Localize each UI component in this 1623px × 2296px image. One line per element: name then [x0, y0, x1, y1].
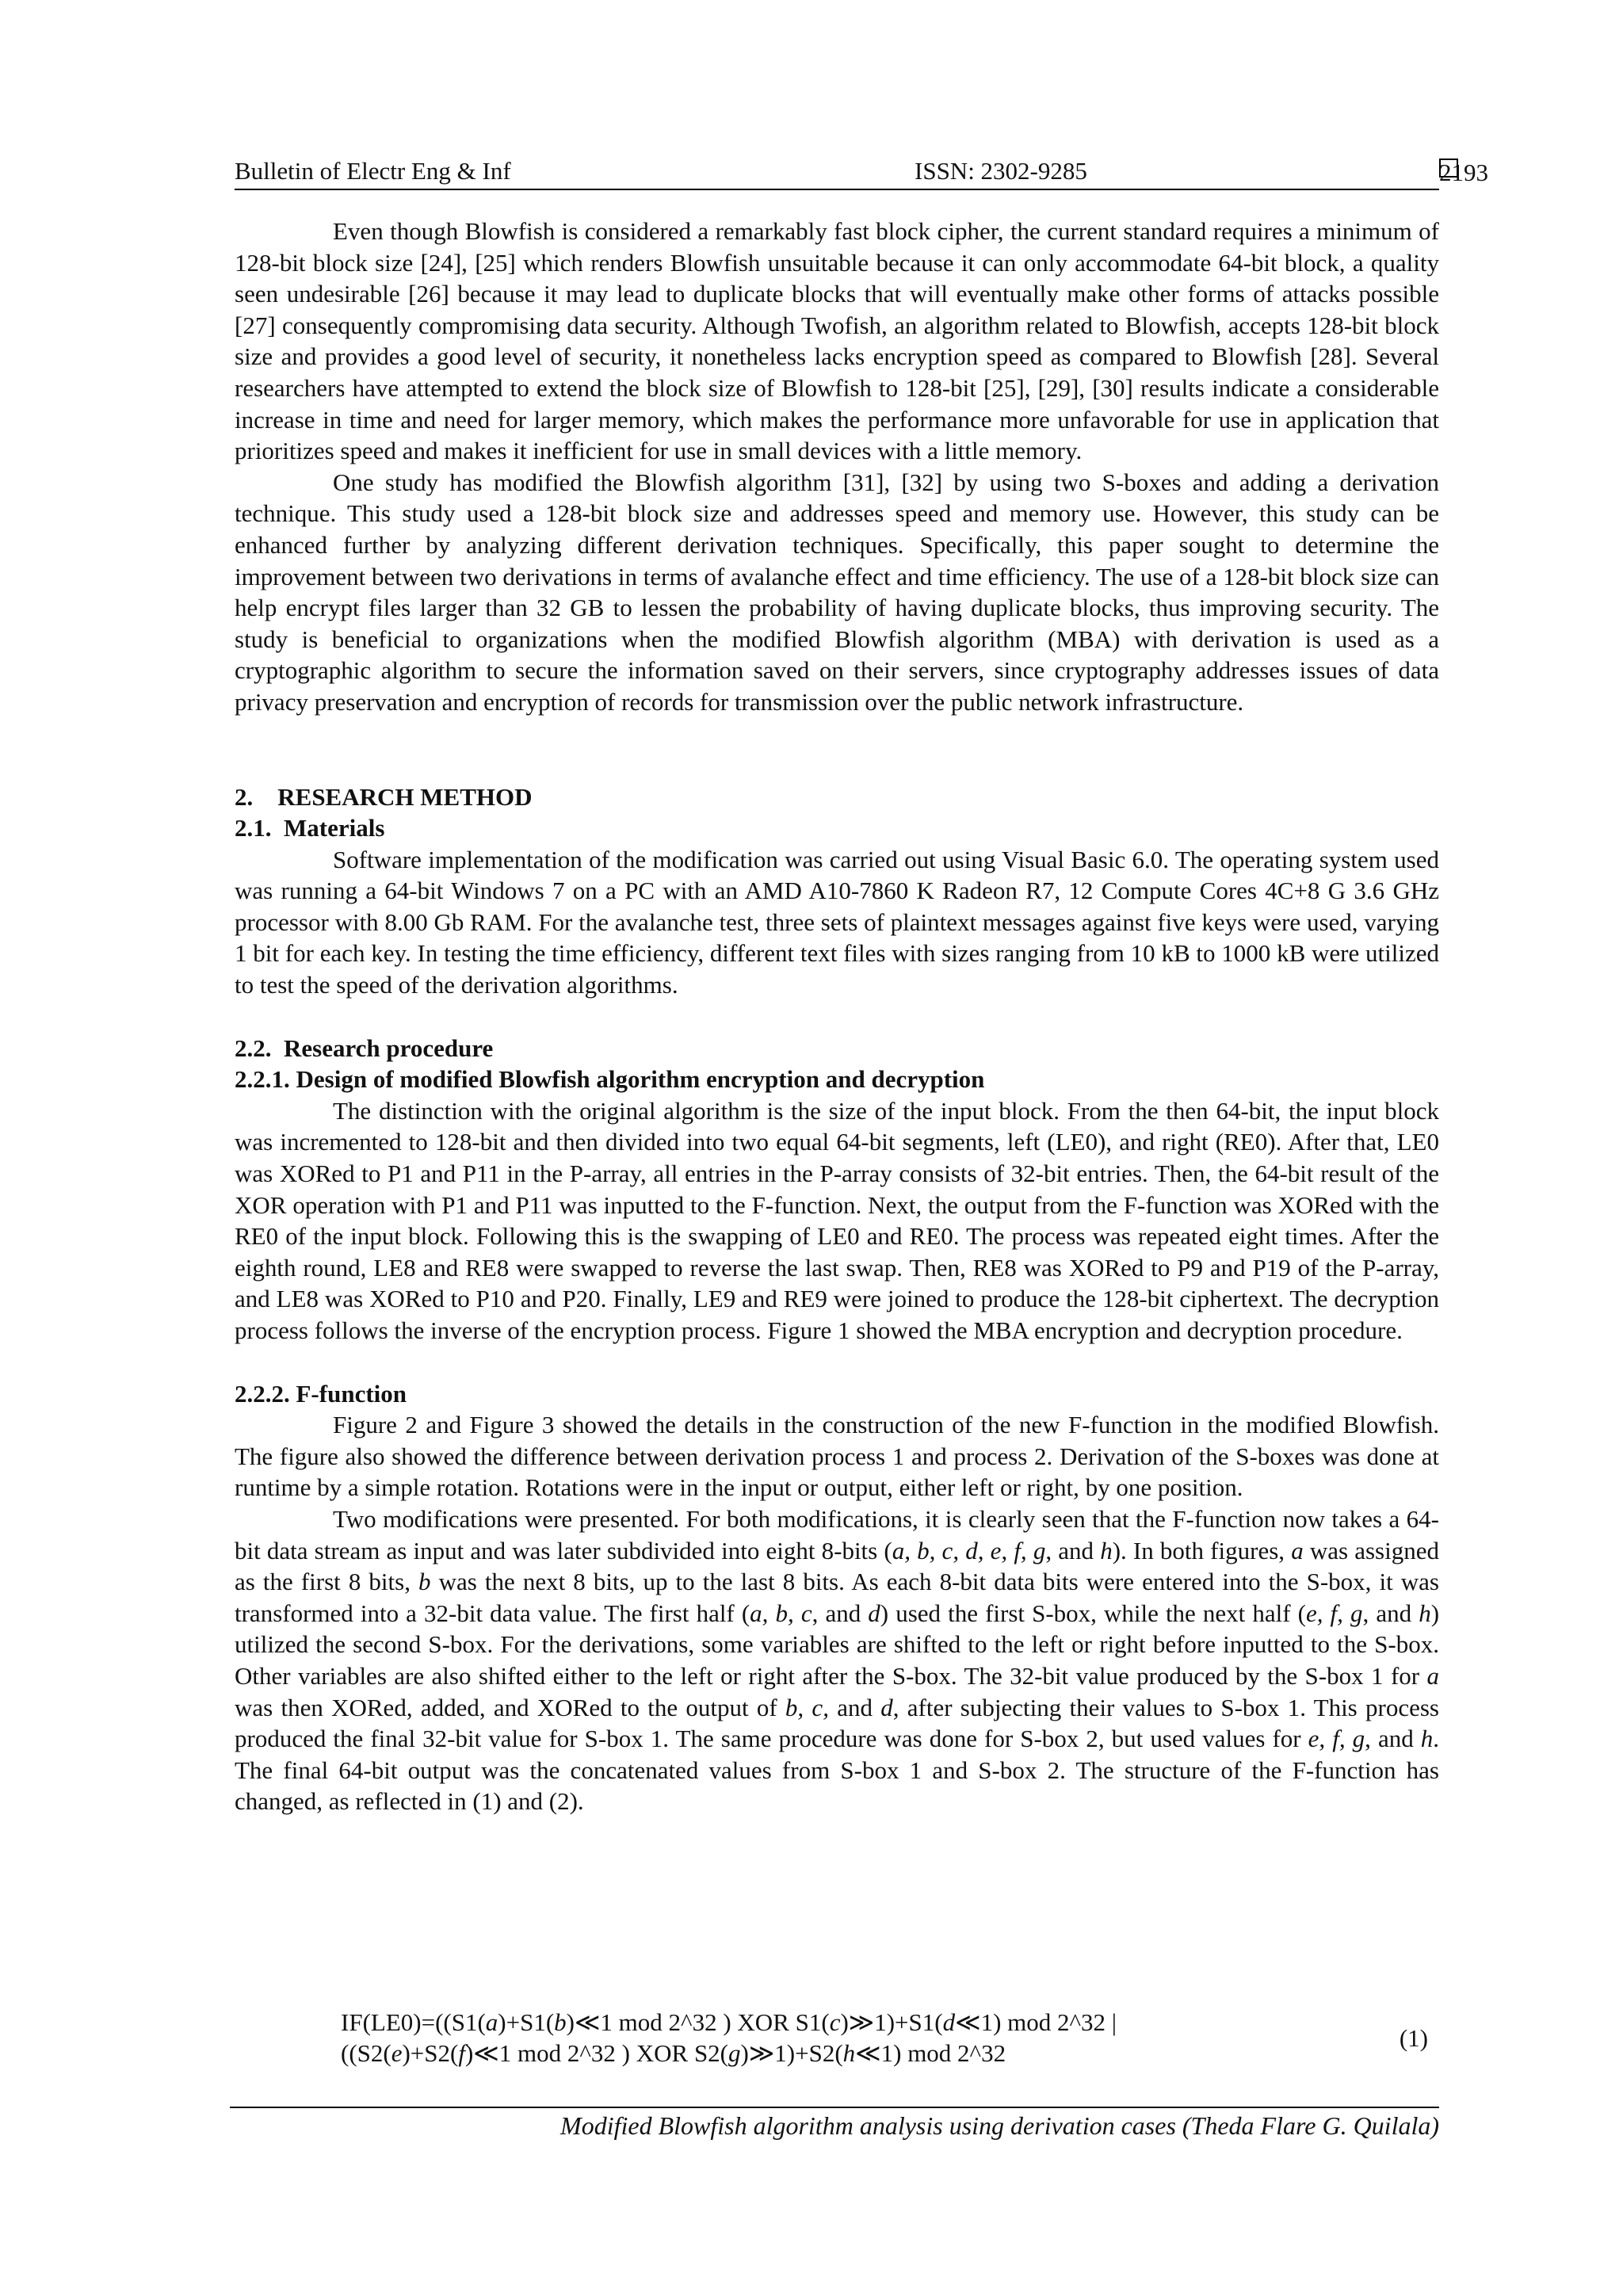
materials-paragraph: Software implementation of the modification was carried out using Visual Basic 6.0. The operating system used was running a 64-bit Windows 7 on a PC with an AMD A10-7860 K Radeon R7, 12 Compute Cores 4C+8 G 3.6 GHz processor with 8.00 Gb RAM. For the avalanche test, three sets of plaintext messages against five keys were used, varying 1 bit for each key. In testing the time efficiency, different text files with sizes ranging from 10 kB to 1000 kB were utilized to test the speed of the derivation algorithms. [235, 845, 1439, 999]
equation-1 [341, 2007, 1434, 2069]
ffunction-paragraph-2: Two modifications were presented. For both modifications, it is clearly seen that the F-function now takes a 64-bit data stream as input and was later subdivided into eight 8-bits (a, b, c, d, e, f, g, and h). In both figures, a was assigned as the first 8 bits, b was the next 8 bits, up to the last 8 bits. As each 8-bit data bits were entered into the S-box, it was transformed into a 32-bit data value. The first half (a, b, c, and d) used the first S-box, while the next half (e, f, g, and h) utilized the second S-box. For the derivations, some variables are shifted to the left or right before inputted to the S-box. Other variables are also shifted either to the left or right after the S-box. The 32-bit value produced by the S-box 1 for a was then XORed, added, and XORed to the output of b, c, and d, after subjecting their values to S-box 1. This process produced the final 32-bit value for S-box 1. The same procedure was done for S-box 2, but used values for e, f, g, and h. The final 64-bit output was the concatenated values from S-box 1 and S-box 2. The structure of the F-function has changed, as reflected in (1) and (2). [235, 1504, 1440, 1816]
section-2-2-heading: 2.2. Research procedure [235, 1033, 494, 1062]
equation-line-1: IF(LE0)=((S1(a)+S1(b)≪1 mod 2^32 ) XOR S1(c)≫1)+S1(d≪1) mod 2^32 | [341, 2008, 1117, 2036]
intro-paragraph-1: Even though Blowfish is considered a remarkably fast block cipher, the current standard requires a minimum of 128-bit block size [24], [25] which renders Blowfish unsuitable because it can only accommodate 64-bit block, a quality seen undesirable [26] because it may lead to duplicate blocks that will eventually make other forms of attacks possible [27] consequently compromising data security. Although Twofish, an algorithm related to Blowfish, accepts 128-bit block size and provides a good level of security, it nonetheless lacks encryption speed as compared to Blowfish [28]. Several researchers have attempted to extend the block size of Blowfish to 128-bit [25], [29], [30] results indicate a considerable increase in time and need for larger memory, which makes the performance more unfavorable for use in application that prioritizes speed and makes it inefficient for use in small devices with a little memory. [235, 217, 1439, 465]
issn: ISSN: 2302-9285 [915, 157, 1087, 185]
section-2-1-heading: 2.1. Materials [235, 814, 385, 842]
page-footer: Modified Blowfish algorithm analysis using derivation cases (Theda Flare G. Quilala) [560, 2111, 1439, 2140]
ffunction-paragraph-1: Figure 2 and Figure 3 showed the details in the construction of the new F-function in the modified Blowfish. The figure also showed the difference between derivation process 1 and process 2. Derivation of the S-boxes was done at runtime by a simple rotation. Rotations were in the input or output, either left or right, by one position. [235, 1411, 1439, 1502]
page-body [235, 216, 1439, 1817]
section-2-2-2-heading: 2.2.2. F-function [235, 1379, 407, 1408]
equation-number: (1) [1399, 2024, 1428, 2052]
footer-rule [230, 2107, 1439, 2108]
section-2-heading: 2. RESEARCH METHOD [235, 782, 533, 811]
intro-paragraph-2: One study has modified the Blowfish algorithm [31], [32] by using two S-boxes and adding a derivation technique. This study used a 128-bit block size and addresses speed and memory use. However, this study can be enhanced further by analyzing different derivation techniques. Specifically, this paper sought to determine the improvement between two derivations in terms of avalanche effect and time efficiency. The use of a 128-bit block size can help encrypt files larger than 32 GB to lessen the probability of having duplicate blocks, thus improving security. The study is beneficial to organizations when the modified Blowfish algorithm (MBA) with derivation is used as a cryptographic algorithm to secure the information saved on their servers, since cryptography addresses issues of data privacy preservation and encryption of records for transmission over the public network infrastructure. [235, 468, 1439, 716]
section-2-2-1-heading: 2.2.1. Design of modified Blowfish algorithm encryption and decryption [235, 1065, 985, 1094]
page-header: Bulletin of Electr Eng & Inf ISSN: 2302-9285 2193 [235, 155, 1439, 190]
journal-name: Bulletin of Electr Eng & Inf [235, 157, 511, 185]
equation-line-2: ((S2(e)+S2(f)≪1 mod 2^32 ) XOR S2(g)≫1)+S2(h≪1) mod 2^32 [341, 2039, 1006, 2067]
design-paragraph: The distinction with the original algorithm is the size of the input block. From the then 64-bit, the input block was incremented to 128-bit and then divided into two equal 64-bit segments, left (LE0), and right (RE0). After that, LE0 was XORed to P1 and P11 in the P-array, all entries in the P-array consists of 32-bit entries. Then, the 64-bit result of the XOR operation with P1 and P11 was inputted to the F-function. Next, the output from the F-function was XORed with the RE0 of the input block. Following this is the swapping of LE0 and RE0. The process was repeated eight times. After the eighth round, LE8 and RE8 were swapped to reverse the last swap. Then, RE8 was XORed to P9 and P19 of the P-array, and LE8 was XORed to P10 and P20. Finally, LE9 and RE9 were joined to produce the 128-bit ciphertext. The decryption process follows the inverse of the encryption process. Figure 1 showed the MBA encryption and decryption procedure. [235, 1096, 1439, 1344]
